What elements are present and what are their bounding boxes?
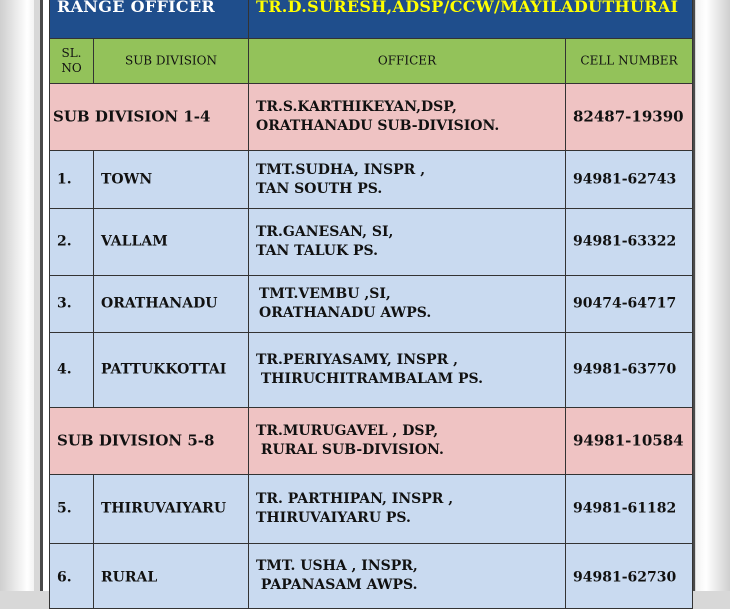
range-officer-label-cell	[49, 0, 249, 39]
table-row-sl	[49, 275, 94, 333]
row-officer-line1: TMT.SUDHA, INSPR ,	[256, 161, 426, 178]
header-sub-division	[93, 38, 249, 84]
row-officer-line1: TR. PARTHIPAN, INSPR ,	[256, 491, 454, 507]
row-sl-number: 3.	[57, 295, 72, 312]
group-label-cell	[49, 83, 249, 151]
header-cell-number	[565, 38, 693, 84]
row-cell-number: 94981-63770	[573, 361, 677, 378]
row-sub-division: RURAL	[101, 569, 158, 586]
group-officer-line1: TR.S.KARTHIKEYAN,DSP,	[256, 99, 457, 115]
group-officer-line1: TR.MURUGAVEL , DSP,	[256, 423, 439, 439]
table-row-sl	[49, 332, 94, 408]
header-officer-text: OFFICER	[377, 53, 437, 68]
row-sl-number: 4.	[57, 361, 72, 378]
table-row-sub-division	[93, 332, 249, 408]
table-row-cell-number	[565, 208, 693, 276]
table-row-sub-division	[93, 208, 249, 276]
header-sub-division-text: SUB DIVISION	[124, 53, 218, 68]
range-officer-name: TR.D.SURESH,ADSP/CCW/MAYILADUTHURAI	[256, 0, 679, 16]
table-row-officer	[248, 543, 566, 609]
row-sl-number: 6.	[57, 569, 72, 586]
left-border-line	[40, 0, 43, 591]
group-cell-number-cell	[565, 407, 693, 475]
table-row-sl	[49, 474, 94, 544]
table-row-officer	[248, 332, 566, 408]
header-sl-text: SL.	[61, 46, 82, 60]
group-label: SUB DIVISION 5-8	[57, 431, 215, 450]
table-row-cell-number	[565, 543, 693, 609]
header-sl-no	[49, 38, 94, 84]
row-cell-number: 94981-61182	[573, 500, 677, 517]
right-page-margin	[696, 0, 730, 591]
table-row-officer	[248, 150, 566, 209]
group-label: SUB DIVISION 1-4	[53, 107, 211, 126]
range-officer-name-cell	[248, 0, 693, 39]
header-no-text: NO	[61, 61, 82, 75]
group-officer-cell	[248, 83, 566, 151]
group-officer-line2: ORATHANADU SUB-DIVISION.	[256, 118, 500, 134]
group-cell-number: 82487-19390	[573, 107, 684, 126]
table-row-sub-division	[93, 150, 249, 209]
row-sub-division: PATTUKKOTTAI	[101, 361, 227, 378]
row-officer-line1: TR.PERIYASAMY, INSPR ,	[256, 352, 459, 368]
range-officer-label: RANGE OFFICER	[57, 0, 216, 16]
row-cell-number: 94981-63322	[573, 233, 677, 250]
header-cell-number-text: CELL NUMBER	[580, 53, 678, 68]
right-border-line	[693, 0, 695, 591]
row-sl-number: 1.	[57, 171, 72, 187]
table-row-cell-number	[565, 474, 693, 544]
row-cell-number: 90474-64717	[573, 295, 677, 312]
table-row-cell-number	[565, 332, 693, 408]
row-officer-line2: THIRUCHITRAMBALAM PS.	[260, 371, 484, 387]
table-row-sub-division	[93, 275, 249, 333]
table-row-cell-number	[565, 275, 693, 333]
left-page-margin	[0, 0, 34, 591]
group-officer-line2: RURAL SUB-DIVISION.	[260, 442, 444, 458]
row-officer-line2: TAN TALUK PS.	[256, 243, 379, 259]
row-officer-line2: THIRUVAIYARU PS.	[256, 510, 411, 526]
row-sub-division: VALLAM	[101, 233, 168, 250]
group-cell-number-cell	[565, 83, 693, 151]
row-officer-line2: PAPANASAM AWPS.	[260, 577, 418, 593]
row-officer-line1: TMT.VEMBU ,SI,	[259, 286, 391, 302]
row-officer-line2: TAN SOUTH PS.	[256, 180, 383, 197]
header-officer	[248, 38, 566, 84]
row-officer-line2: ORATHANADU AWPS.	[259, 305, 432, 321]
table-row-sl	[49, 543, 94, 609]
group-cell-number: 94981-10584	[573, 431, 684, 450]
row-cell-number: 94981-62743	[573, 171, 677, 187]
table-row-sub-division	[93, 543, 249, 609]
table-row-sl	[49, 150, 94, 209]
row-sl-number: 5.	[57, 500, 72, 517]
table-row-sub-division	[93, 474, 249, 544]
row-sub-division: ORATHANADU	[101, 295, 218, 312]
row-sl-number: 2.	[57, 233, 72, 250]
row-sub-division: TOWN	[101, 171, 153, 187]
row-sub-division: THIRUVAIYARU	[101, 500, 227, 517]
table-row-officer	[248, 474, 566, 544]
table-row-sl	[49, 208, 94, 276]
table-row-officer	[248, 275, 566, 333]
row-cell-number: 94981-62730	[573, 569, 677, 586]
row-officer-line1: TMT. USHA , INSPR,	[256, 558, 418, 574]
table-row-cell-number	[565, 150, 693, 209]
row-officer-line1: TR.GANESAN, SI,	[256, 224, 394, 240]
group-officer-cell	[248, 407, 566, 475]
table-row-officer	[248, 208, 566, 276]
group-label-cell	[49, 407, 249, 475]
